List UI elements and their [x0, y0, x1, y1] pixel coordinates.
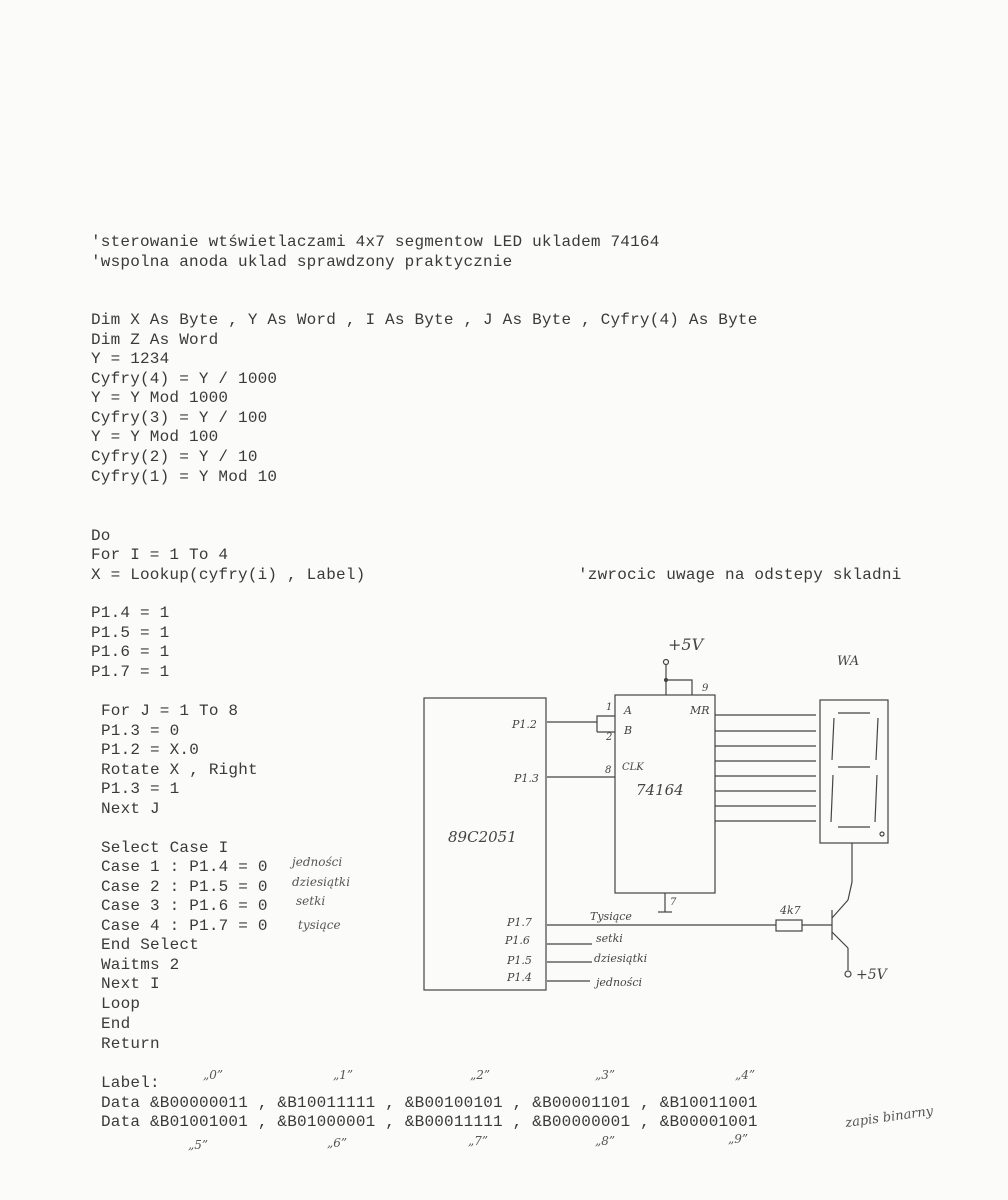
segment — [831, 775, 833, 822]
data-line: Data &B01001001 , &B01000001 , &B00011111 , &B00000001 , &B00001001 — [101, 1113, 758, 1131]
wire-label: setki — [596, 932, 623, 945]
resistor — [776, 920, 802, 931]
digit-note: „3” — [595, 1068, 615, 1082]
wire-label: jedności — [596, 976, 642, 989]
mcu-pin: P1.7 — [507, 916, 532, 929]
decimal-point — [880, 832, 884, 836]
code-line: Return — [101, 1035, 160, 1053]
code-line: P1.5 = 1 — [91, 624, 170, 642]
code-line: Label: — [101, 1074, 160, 1092]
code-line: Y = Y Mod 100 — [91, 428, 219, 446]
code-line: End Select — [101, 936, 200, 954]
mcu-pin: P1.2 — [512, 718, 537, 731]
sr-pin: 8 — [605, 765, 612, 776]
digit-note: „9” — [728, 1132, 748, 1146]
code-line: For J = 1 To 8 — [101, 702, 239, 720]
segment — [832, 718, 834, 760]
code-line: Do — [91, 527, 111, 545]
sr-pin: 9 — [702, 683, 709, 694]
code-line: Dim X As Byte , Y As Word , I As Byte , J As Byte , Cyfry(4) As Byte — [91, 311, 758, 329]
mcu-label: 89C2051 — [448, 828, 517, 846]
digit-note: „0” — [203, 1068, 223, 1082]
code-line: P1.3 = 0 — [101, 722, 180, 740]
side-comment: 'zwrocic uwage na odstepy skladni — [578, 566, 902, 584]
code-line: P1.3 = 1 — [101, 780, 180, 798]
code-line: Y = Y Mod 1000 — [91, 389, 229, 407]
sr-pin: CLK — [622, 762, 644, 773]
case-note: setki — [296, 894, 326, 908]
code-line: Dim Z As Word — [91, 331, 219, 349]
code-line: End — [101, 1015, 131, 1033]
digit-note: „2” — [470, 1068, 490, 1082]
digit-note: „8” — [595, 1134, 615, 1148]
mcu-pin: P1.4 — [507, 971, 532, 984]
mcu-pin: P1.3 — [514, 772, 539, 785]
digit-note: „4” — [735, 1068, 755, 1082]
code-line: Cyfry(2) = Y / 10 — [91, 448, 258, 466]
code-line: Loop — [101, 995, 141, 1013]
mcu-pin: P1.6 — [505, 934, 530, 947]
data-line: Data &B00000011 , &B10011111 , &B00100101 , &B00001101 , &B10011001 — [101, 1094, 758, 1112]
code-line: Case 2 : P1.5 = 0 — [101, 878, 268, 896]
digit-note: „7” — [468, 1134, 488, 1148]
code-line: Cyfry(4) = Y / 1000 — [91, 370, 278, 388]
code-line: X = Lookup(cyfry(i) , Label) — [91, 566, 366, 584]
code-line: Next I — [101, 975, 160, 993]
shift-reg-label: 74164 — [636, 781, 684, 799]
sr-pin: 7 — [670, 897, 677, 908]
code-line: Cyfry(1) = Y Mod 10 — [91, 468, 278, 486]
code-line: Next J — [101, 800, 160, 818]
code-line: P1.6 = 1 — [91, 643, 170, 661]
code-line: Case 1 : P1.4 = 0 — [101, 858, 268, 876]
resistor-label: 4k7 — [780, 904, 801, 917]
code-line: P1.4 = 1 — [91, 604, 170, 622]
code-line: P1.2 = X.0 — [101, 741, 200, 759]
sr-pin: B — [624, 724, 633, 737]
digit-note: „1” — [333, 1068, 353, 1082]
wire-label: dziesiątki — [594, 952, 648, 965]
code-line: P1.7 = 1 — [91, 663, 170, 681]
comment-line-1: 'sterowanie wtświetlaczami 4x7 segmentow LED ukladem 74164 — [91, 233, 660, 251]
digit-note: „6” — [327, 1136, 347, 1150]
sr-pin: A — [624, 704, 632, 717]
display-label: WA — [837, 654, 860, 669]
code-line: Case 4 : P1.7 = 0 — [101, 917, 268, 935]
vcc-bottom-label: +5V — [856, 967, 887, 983]
binary-note: zapis binarny — [844, 1103, 935, 1132]
code-line: Select Case I — [101, 839, 229, 857]
segment — [875, 775, 877, 822]
code-line: Rotate X , Right — [101, 761, 258, 779]
mcu-pin: P1.5 — [507, 954, 532, 967]
wire-label: Tysiące — [590, 910, 632, 923]
code-line: Case 3 : P1.6 = 0 — [101, 897, 268, 915]
sr-pin: MR — [690, 704, 710, 717]
comment-line-2: 'wspolna anoda uklad sprawdzony praktycznie — [91, 253, 513, 271]
segment — [876, 718, 878, 760]
code-line: For I = 1 To 4 — [91, 546, 229, 564]
case-note: tysiące — [298, 918, 341, 932]
case-note: dziesiątki — [292, 875, 351, 889]
code-line: Y = 1234 — [91, 350, 170, 368]
case-note: jedności — [292, 855, 343, 869]
vcc-top-label: +5V — [668, 635, 704, 654]
digit-note: „5” — [188, 1138, 208, 1152]
sr-pin: 2 — [606, 732, 613, 743]
sr-pin: 1 — [606, 702, 613, 713]
code-line: Waitms 2 — [101, 956, 180, 974]
code-line: Cyfry(3) = Y / 100 — [91, 409, 268, 427]
